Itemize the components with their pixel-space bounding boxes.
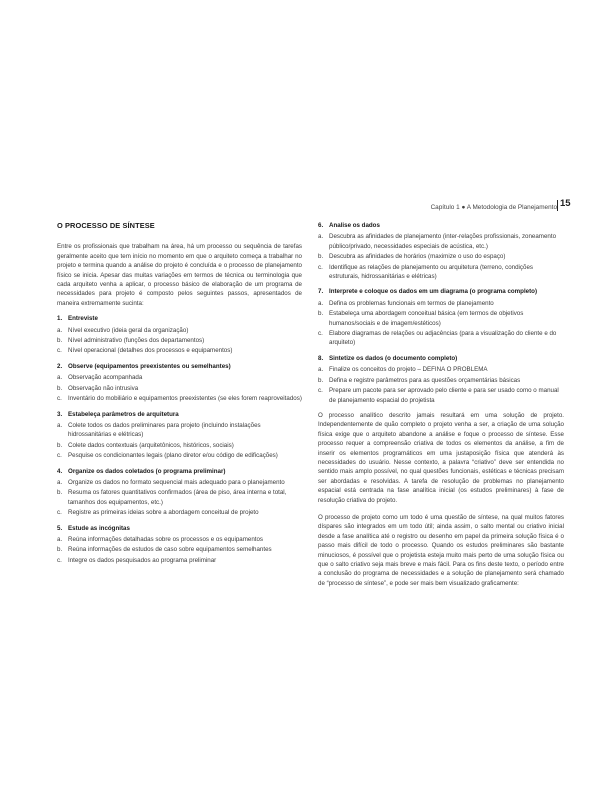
step-item — [57, 488, 302, 507]
step-title-text: Entreviste — [68, 315, 98, 323]
item-letter: b. — [57, 441, 63, 449]
item-text: Elabore diagramas de relações ou adjacências (para a visualização do cliente e do arquiteto) — [329, 330, 557, 347]
item-letter: a. — [318, 366, 324, 374]
step-item — [318, 299, 564, 308]
step-title-text: Sintetize os dados (o documento completo) — [329, 354, 458, 362]
item-text: Prepare um pacote para ser aprovado pelo cliente e para ser usado como o manual de planejamento espacial do projetista — [329, 387, 559, 404]
item-letter: c. — [318, 387, 323, 395]
item-letter: c. — [57, 509, 62, 517]
step-title — [57, 410, 302, 419]
item-text: Registre as primeiras ideias sobre a abordagem conceitual de projeto — [68, 509, 259, 517]
step-title-text: Estabeleça parâmetros de arquitetura — [68, 410, 179, 418]
item-text: Nível administrativo (funções dos departamentos) — [68, 337, 205, 345]
step-number: 1. — [57, 315, 63, 323]
step-number: 7. — [318, 288, 324, 296]
step-number: 3. — [57, 410, 63, 418]
item-text: Identifique as relações de planejamento ou arquitetura (terreno, condições estruturais, hidrossanitárias e elétricas) — [329, 263, 533, 281]
step-item — [57, 394, 302, 403]
step-item — [57, 384, 302, 393]
step-item — [318, 309, 564, 328]
step-section — [57, 362, 302, 404]
step-number: 2. — [57, 362, 63, 370]
item-letter: c. — [57, 395, 62, 403]
step-item — [57, 545, 302, 554]
step-section — [318, 287, 564, 347]
item-text: Integre os dados pesquisados ao programa preliminar — [68, 556, 217, 564]
step-title — [57, 314, 302, 323]
step-title-text: Observe (equipamentos preexistentes ou semelhantes) — [68, 362, 231, 370]
page-number: 15 — [560, 198, 571, 209]
right-column — [318, 221, 564, 594]
step-title — [318, 354, 564, 363]
item-text: Observação acompanhada — [68, 374, 143, 382]
item-text: Resuma os fatores quantitativos confirmados (área de piso, área interna e total, tamanhos dos equipamentos, etc.) — [68, 489, 287, 506]
step-section — [318, 221, 564, 281]
item-text: Nível executivo (ideia geral da organização) — [68, 326, 189, 334]
left-steps-list — [57, 314, 302, 565]
item-text: Defina e registre parâmetros para as questões orçamentárias básicas — [329, 376, 521, 384]
header-rule — [557, 200, 558, 211]
item-letter: c. — [318, 263, 323, 271]
step-item — [57, 535, 302, 544]
item-text: Pesquise os condicionantes legais (plano diretor e/ou código de edificações) — [68, 452, 278, 460]
item-text: Organize os dados no formato sequencial mais adequado para o planejamento — [68, 478, 285, 486]
item-text: Descubra as afinidades de horários (maximize o uso do espaço) — [329, 253, 506, 261]
step-section — [57, 524, 302, 566]
item-text: Colete dados contextuais (arquitetônicos, históricos, sociais) — [68, 441, 234, 449]
body-paragraph: O processo analítico descrito jamais resultará em uma solução de projeto. Independentemente de quão completo o projeto venha a ser, a criação de uma solução física exige que o arquiteto abandone a análise e foque o processo de síntese. Esse processo requer a compreensão criativa de todos os elementos da análise, a fim de inserir os elementos programáticos em uma justaposição física que atenderá às necessidades do usuário. Nesse contexto, a palavra “criativo” deve ser entendida no sentido mais amplo possível, no qual questões funcionais, estéticas e técnicas precisam ser abordadas e resolvidas. A tarefa de resolução de problemas no planejamento espacial está centrada na fase analítica inicial (os estudos preliminares) à fase de resolução criativa do projeto. — [318, 411, 564, 504]
item-letter: a. — [57, 326, 63, 334]
item-text: Finalize os conceitos do projeto – DEFINA O PROBLEMA — [329, 366, 488, 374]
step-number: 4. — [57, 467, 63, 475]
step-item — [318, 263, 564, 282]
step-number: 6. — [318, 222, 324, 229]
item-text: Colete todos os dados preliminares para projeto (incluindo instalações hidrossanitárias e elétricas) — [68, 421, 261, 439]
item-letter: c. — [57, 347, 62, 355]
step-item — [318, 376, 564, 385]
step-item — [57, 326, 302, 335]
item-text: Reúna informações detalhadas sobre os processos e os equipamentos — [68, 535, 264, 543]
step-item — [57, 373, 302, 382]
step-section — [57, 410, 302, 461]
item-letter: a. — [57, 478, 63, 486]
step-item — [57, 441, 302, 450]
step-title-text: Estude as incógnitas — [68, 524, 130, 532]
item-letter: a. — [318, 299, 324, 307]
step-title — [57, 362, 302, 371]
item-letter: c. — [318, 330, 323, 338]
page-header — [0, 197, 600, 213]
step-item — [318, 329, 564, 348]
item-text: Inventário do mobiliário e equipamentos preexistentes (se eles forem reaproveitados) — [68, 395, 302, 403]
item-text: Estabeleça uma abordagem conceitual básica (em termos de objetivos humanos/sociais e de imagem/estéticos) — [329, 310, 524, 327]
right-steps-list — [318, 221, 564, 405]
item-letter: c. — [57, 556, 62, 564]
item-letter: b. — [57, 489, 63, 497]
item-text: Descubra as afinidades de planejamento (inter-relações profissionais, zoneamento público/privado, necessidades especiais de acústica, etc.) — [329, 233, 557, 250]
section-heading: O PROCESSO DE SÍNTESE — [57, 221, 155, 230]
right-paragraphs — [318, 411, 564, 588]
left-column — [57, 221, 302, 566]
item-letter: b. — [318, 253, 324, 261]
intro-paragraph: Entre os profissionais que trabalham na área, há um processo ou sequência de tarefas geralmente aceito que tem início no momento em que o arquiteto começa a trabalhar no projeto e termina quando a análise do projeto é concluída e o processo de planejamento físico se inicia. Apesar das muitas variações em termos de técnica ou terminologia que cada arquiteto venha a aplicar, o processo básico de elaboração de um programa de necessidades para projeto é composto pelos seguintes passos, apresentados de maneira extremamente sucinta: — [57, 243, 302, 307]
item-letter: b. — [57, 337, 63, 345]
step-item — [318, 365, 564, 374]
running-head: Capítulo 1 ● A Metodologia de Planejamento — [430, 204, 557, 211]
step-item — [318, 386, 564, 405]
step-title-text: Interprete e coloque os dados em um diagrama (o programa completo) — [329, 288, 538, 296]
item-letter: b. — [57, 384, 63, 392]
item-letter: a. — [57, 421, 63, 429]
item-letter: a. — [57, 535, 63, 543]
step-item — [318, 232, 564, 251]
item-letter: b. — [318, 376, 324, 384]
step-item — [57, 556, 302, 565]
body-paragraph: O processo de projeto como um todo é uma questão de síntese, na qual muitos fatores díspares são integrados em um todo útil; ainda assim, o salto mental ou criativo inicial desde a fase analítica até o registro ou desenho em papel da primeira solução física é o passo mais difícil de todo o processo. Quando os estudos preliminares são bastante minuciosos, é possível que o projetista esteja muito mais perto de uma solução física ou que o salto criativo seja mais breve e mais fácil. Para os fins deste texto, o período entre a conclusão do programa de necessidades e a solução de planejamento será chamado de “processo de síntese”, e pode ser mais bem visualizado graficamente: — [318, 513, 564, 587]
step-item — [57, 421, 302, 440]
item-letter: b. — [57, 546, 63, 554]
item-letter: b. — [318, 310, 324, 318]
step-item — [57, 336, 302, 345]
item-text: Defina os problemas funcionais em termos de planejamento — [329, 299, 494, 307]
step-title — [318, 221, 564, 230]
step-item — [318, 252, 564, 261]
step-title-text: Organize os dados coletados (o programa preliminar) — [68, 467, 226, 475]
step-title — [57, 524, 302, 533]
step-section — [57, 467, 302, 518]
step-number: 8. — [318, 354, 324, 362]
item-text: Observação não intrusiva — [68, 384, 139, 392]
step-item — [57, 478, 302, 487]
step-section — [318, 354, 564, 405]
step-number: 5. — [57, 524, 63, 532]
step-item — [57, 346, 302, 355]
item-letter: a. — [318, 233, 324, 241]
step-item — [57, 508, 302, 517]
step-title — [57, 467, 302, 476]
step-title-text: Analise os dados — [329, 222, 380, 229]
step-section — [57, 314, 302, 356]
step-item — [57, 451, 302, 460]
item-letter: a. — [57, 374, 63, 382]
item-text: Nível operacional (detalhes dos processos e equipamentos) — [68, 347, 233, 355]
item-text: Reúna informações de estudos de caso sobre equipamentos semelhantes — [68, 546, 272, 554]
step-title — [318, 287, 564, 296]
item-letter: c. — [57, 452, 62, 460]
